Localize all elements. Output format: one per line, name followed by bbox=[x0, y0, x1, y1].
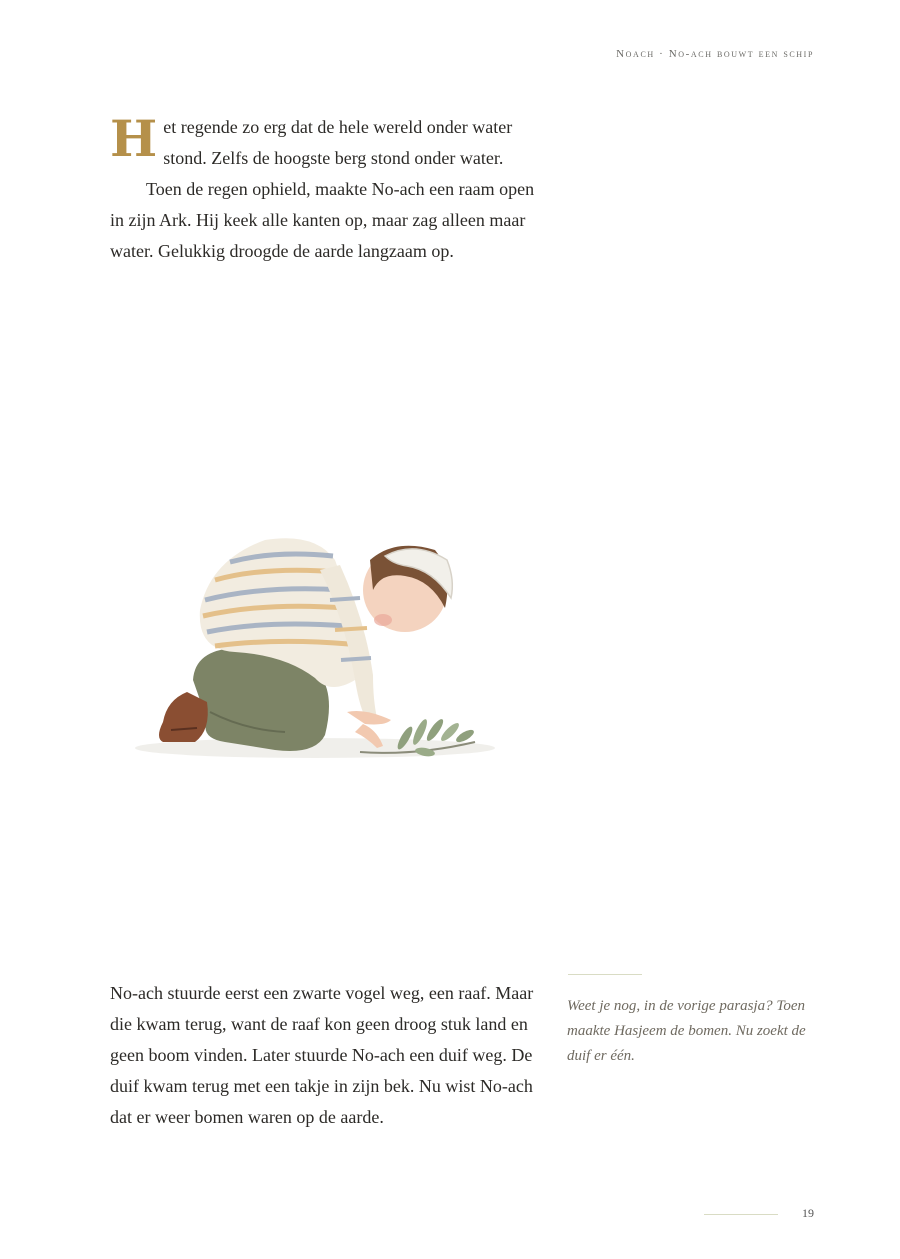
side-note-divider bbox=[568, 974, 642, 975]
boy-kneeling-illustration bbox=[115, 480, 515, 800]
footer-divider bbox=[704, 1214, 778, 1215]
illustration-svg bbox=[115, 480, 515, 800]
first-paragraph: et regende zo erg dat de hele wereld onder water stond. Zelfs de hoogste berg stond onder water. bbox=[163, 117, 513, 168]
opening-text bbox=[110, 109, 550, 267]
page-number: 19 bbox=[802, 1206, 814, 1220]
second-paragraph: Toen de regen ophield, maakte No-ach een raam open in zijn Ark. Hij keek alle kanten op, maar zag alleen maar water. Gelukkig droogde de aarde langzaam op. bbox=[110, 179, 535, 261]
dove-paragraph: No-ach stuurde eerst een zwarte vogel weg, een raaf. Maar die kwam terug, want de raaf kon geen droog stuk land en geen boom vinden. Later stuurde No-ach een duif weg. De duif kwam terug met een takje in zijn bek. Nu wist No-ach dat er weer bomen waren op de aarde. bbox=[110, 983, 534, 1127]
running-header: Noach · No-ach bouwt een schip bbox=[616, 48, 814, 60]
side-note: Weet je nog, in de vorige parasja? Toen maakte Hasjeem de bomen. Nu zoekt de duif er één. bbox=[567, 998, 806, 1064]
drop-cap: H bbox=[110, 109, 158, 168]
